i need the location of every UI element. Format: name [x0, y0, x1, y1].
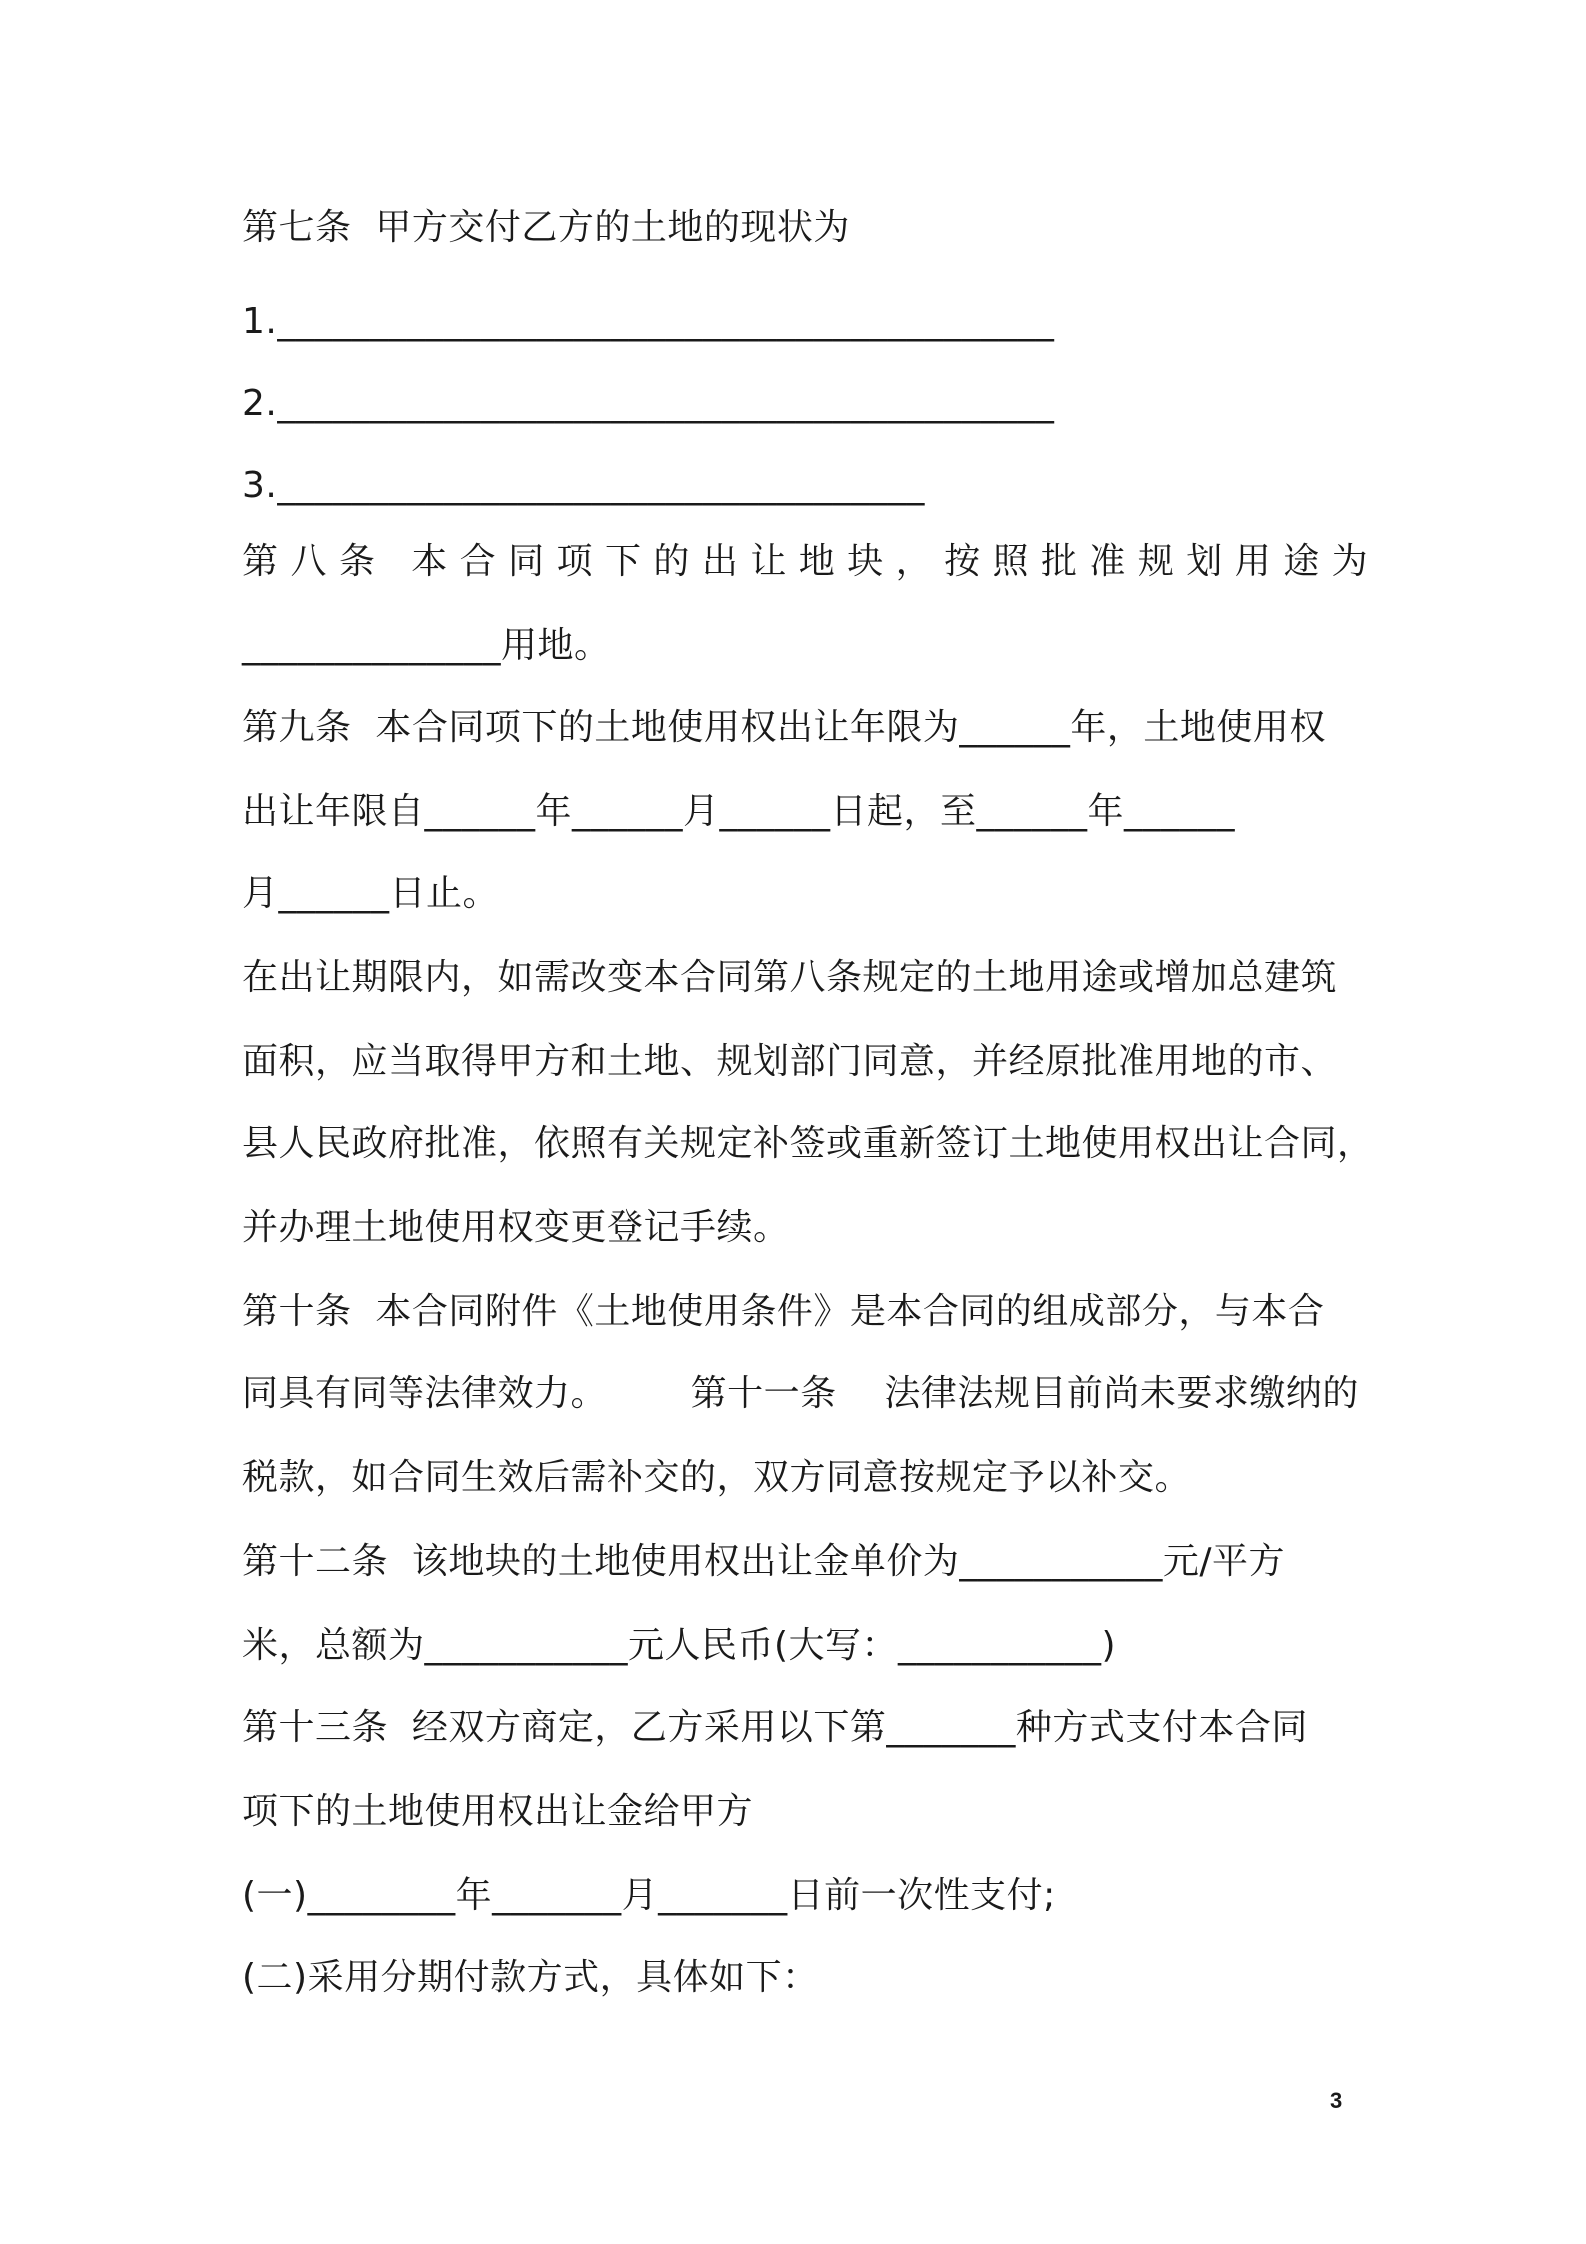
payment-option-1: (一)________年_______月_______日前一次性支付;: [242, 1875, 1056, 1916]
page-number: 3: [1330, 2088, 1343, 2113]
paragraph-line-4: 并办理土地使用权变更登记手续。: [242, 1207, 790, 1248]
article-13-line-1: 第十三条 经双方商定，乙方采用以下第_______种方式支付本合同: [242, 1707, 1308, 1748]
article-10-line-1: 第十条 本合同附件《土地使用条件》是本合同的组成部分，与本合: [242, 1291, 1325, 1332]
article-7-heading: 第七条 甲方交付乙方的土地的现状为: [242, 207, 850, 248]
article-8-line-1: 第 八 条 本 合 同 项 下 的 出 让 地 块 ， 按 照 批 准 规 划 用 途 为: [242, 541, 1369, 582]
article-12-line-1: 第十二条 该地块的土地使用权出让金单价为___________元/平方: [242, 1541, 1286, 1582]
article-9-line-2: 出让年限自______年______月______日起，至______年______: [242, 791, 1236, 832]
article-12-line-2: 米，总额为___________元人民币(大写：___________): [242, 1625, 1117, 1666]
article-9-line-3: 月______日止。: [242, 873, 500, 914]
blank-line-1: 1.__________________________________________: [242, 301, 1055, 342]
article-8-line-2: ______________用地。: [242, 625, 611, 666]
paragraph-line-2: 面积，应当取得甲方和土地、规划部门同意，并经原批准用地的市、: [242, 1041, 1338, 1082]
paragraph-line-1: 在出让期限内，如需改变本合同第八条规定的土地用途或增加总建筑: [242, 957, 1338, 998]
article-13-line-2: 项下的土地使用权出让金给甲方: [242, 1791, 754, 1832]
blank-line-3: 3.___________________________________: [242, 465, 925, 506]
payment-option-2: (二)采用分期付款方式，具体如下：: [242, 1957, 819, 1998]
article-11-line: 税款，如合同生效后需补交的，双方同意按规定予以补交。: [242, 1457, 1192, 1498]
blank-line-2: 2.__________________________________________: [242, 383, 1055, 424]
article-10-line-2: 同具有同等法律效力。 第十一条 法律法规目前尚未要求缴纳的: [242, 1373, 1359, 1414]
article-9-line-1: 第九条 本合同项下的土地使用权出让年限为______年，土地使用权: [242, 707, 1326, 748]
paragraph-line-3: 县人民政府批准，依照有关规定补签或重新签订土地使用权出让合同，: [242, 1123, 1374, 1164]
